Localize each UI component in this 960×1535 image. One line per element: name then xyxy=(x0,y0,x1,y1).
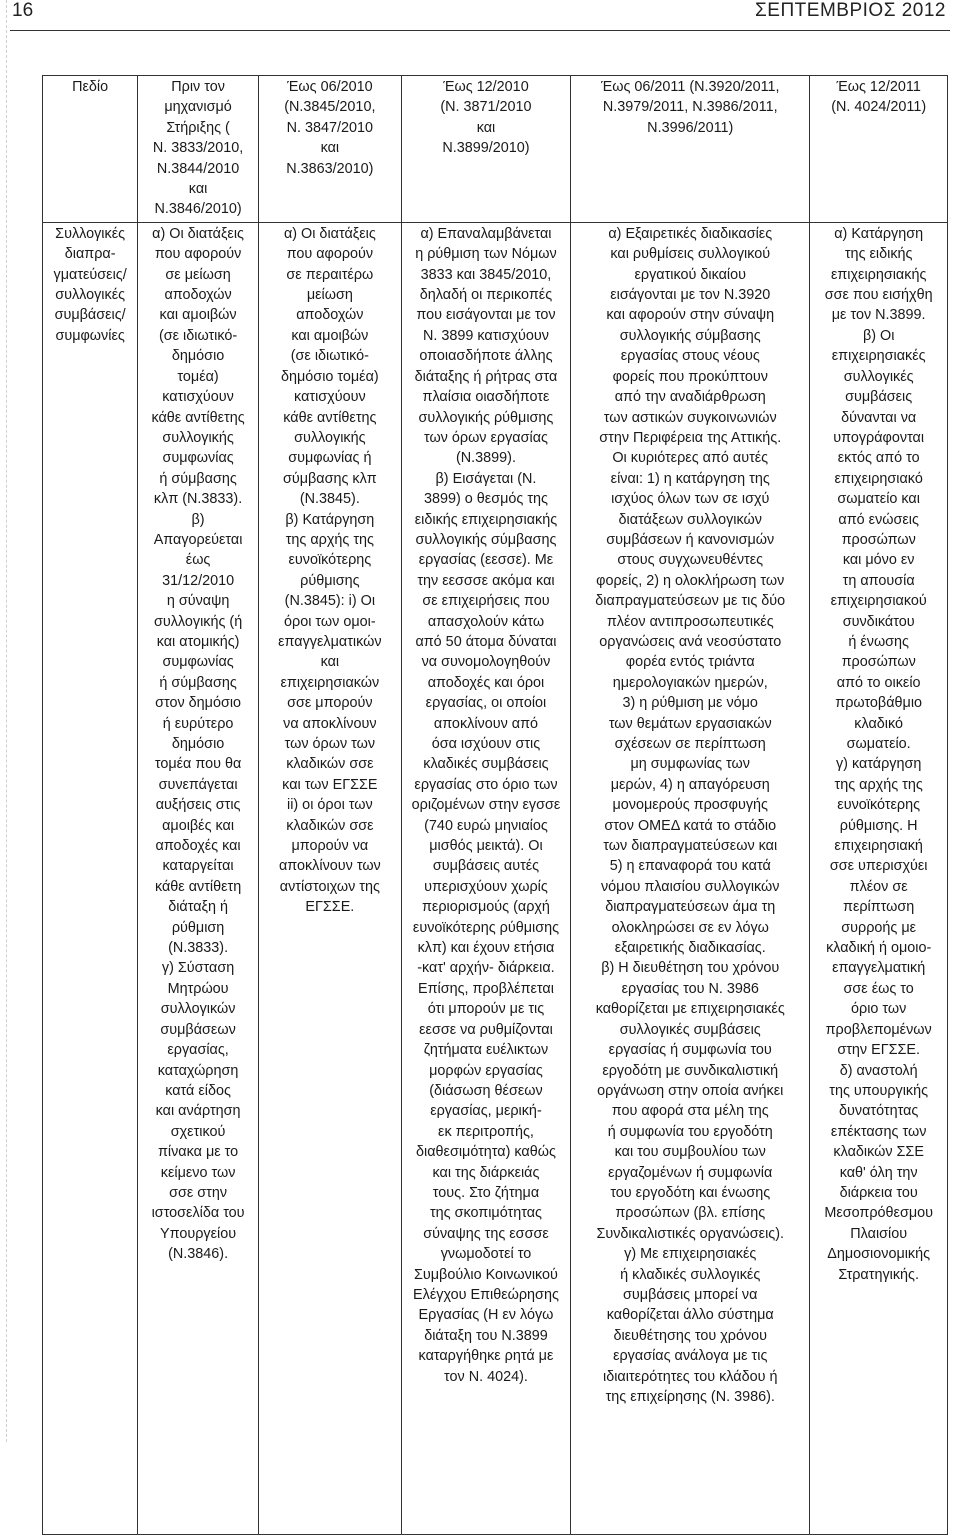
header-cell-before-mechanism: Πριν τον μηχανισμό Στήριξης ( Ν. 3833/2010, Ν.3844/2010 και Ν.3846/2010) xyxy=(138,76,259,223)
header-cell-until-06-2011: Έως 06/2011 (Ν.3920/2011, Ν.3979/2011, Ν.3986/2011, Ν.3996/2011) xyxy=(571,76,810,223)
page-margin-line xyxy=(6,0,7,1442)
page-number: 16 xyxy=(12,0,34,21)
table-header-row xyxy=(43,76,948,223)
header-cell-until-06-2010: Έως 06/2010 (Ν.3845/2010, Ν. 3847/2010 και Ν.3863/2010) xyxy=(258,76,401,223)
header-rule xyxy=(10,30,950,31)
legislation-comparison-table xyxy=(42,75,948,1535)
header-cell-field: Πεδίο xyxy=(43,76,138,223)
table-cell-field: Συλλογικές διαπρα- γματεύσεις/ συλλογικές συμβάσεις/ συμφωνίες xyxy=(43,222,138,1534)
header-cell-until-12-2011: Έως 12/2011 (Ν. 4024/2011) xyxy=(810,76,948,223)
table-cell-until-06-2010: α) Οι διατάξεις που αφορούν σε περαιτέρω μείωση αποδοχών και αμοιβών (σε ιδιωτικό- δημόσιο τομέα) κατισχύουν κάθε αντίθετης συλλογικής συμφωνίας ή σύμβασης κλπ (Ν.3845). β) Κατάργηση της αρχής της ευνοϊκότερης ρύθμισης (Ν.3845): i) Οι όροι των ομοι- επαγγελματικών και επιχειρησιακών σσε μπορούν να αποκλίνουν των όρων των κλαδικών σσε και των ΕΓΣΣΕ ii) οι όροι των κλαδικών σσε μπορούν να αποκλίνουν των αντίστοιχων της ΕΓΣΣΕ. xyxy=(258,222,401,1534)
page-header xyxy=(0,0,960,36)
header-cell-until-12-2010: Έως 12/2010 (Ν. 3871/2010 και Ν.3899/2010) xyxy=(401,76,570,223)
table-cell-until-12-2011: α) Κατάργηση της ειδικής επιχειρησιακής σσε που εισήχθη με τον Ν.3899. β) Οι επιχειρησιακές συλλογικές συμβάσεις δύνανται να υπογράφονται εκτός από το επιχειρησιακό σωματείο και από ενώσεις προσώπων και μόνο εν τη απουσία επιχειρησιακού συνδικάτου ή ένωσης προσώπων από το οικείο πρωτοβάθμιο κλαδικό σωματείο. γ) κατάργηση της αρχής της ευνοϊκότερης ρύθμισης. Η επιχειρησιακή σσε υπερισχύει πλέον σε περίπτωση συρροής με κλαδική ή ομοιο- επαγγελματική σσε έως το όριο των προβλεπομένων στην ΕΓΣΣΕ. δ) αναστολή της υπουργικής δυνατότητας επέκτασης των κλαδικών ΣΣΕ καθ' όλη την διάρκεια του Μεσοπρόθεσμου Πλαισίου Δημοσιονομικής Στρατηγικής. xyxy=(810,222,948,1534)
table-cell-before-mechanism: α) Οι διατάξεις που αφορούν σε μείωση αποδοχών και αμοιβών (σε ιδιωτικό- δημόσιο τομέα) κατισχύουν κάθε αντίθετης συλλογικής συμφωνίας ή σύμβασης κλπ (Ν.3833). β) Απαγορεύεται έως 31/12/2010 η σύναψη συλλογικής (ή και ατομικής) συμφωνίας ή σύμβασης στον δημόσιο ή ευρύτερο δημόσιο τομέα που θα συνεπάγεται αυξήσεις στις αμοιβές και αποδοχές και καταργείται κάθε αντίθετη διάταξη ή ρύθμιση (Ν.3833). γ) Σύσταση Μητρώου συλλογικών συμβάσεων εργασίας, καταχώρηση κατά είδος και ανάρτηση σχετικού πίνακα με το κείμενο των σσε στην ιστοσελίδα του Υπουργείου (Ν.3846). xyxy=(138,222,259,1534)
issue-date: ΣΕΠΤΕΜΒΡΙΟΣ 2012 xyxy=(755,0,946,21)
table-cell-until-12-2010: α) Επαναλαμβάνεται η ρύθμιση των Νόμων 3833 και 3845/2010, δηλαδή οι περικοπές που εισάγονται με τον Ν. 3899 κατισχύουν οποιασδήποτε άλλης διάταξης ή ρήτρας στα πλαίσια οιασδήποτε συλλογικής ρύθμισης των όρων εργασίας (Ν.3899). β) Εισάγεται (Ν. 3899) ο θεσμός της ειδικής επιχειρησιακής συλλογικής σύμβασης εργασίας (εεσσε). Με την εεσσσε ακόμα και σε επιχειρήσεις που απασχολούν κάτω από 50 άτομα δύναται να συνομολογηθούν αποδοχές και όροι εργασίας, οι οποίοι αποκλίνουν από όσα ισχύουν στις κλαδικές συμβάσεις εργασίας στο όριο των οριζομένων στην εγσσε (740 ευρώ μηνιαίος μισθός μεικτά). Οι συμβάσεις αυτές υπερισχύουν χωρίς περιορισμούς (αρχή ευνοϊκότερης ρύθμισης κλπ) και έχουν ετήσια -κατ' αρχήν- διάρκεια. Επίσης, προβλέπεται ότι μπορούν με τις εεσσε να ρυθμίζονται ζητήματα ευέλικτων μορφών εργασίας (διάσωση θέσεων εργασίας, μερική- εκ περιτροπής, διαθεσιμότητα) καθώς και της διάρκειάς τους. Στο ζήτημα της σκοπιμότητας σύναψης της εσσσε γνωμοδοτεί το Συμβούλιο Κοινωνικού Ελέγχου Επιθεώρησης Εργασίας (Η εν λόγω διάταξη του Ν.3899 καταργήθηκε ρητά με τον Ν. 4024). xyxy=(401,222,570,1534)
table-cell-until-06-2011: α) Εξαιρετικές διαδικασίες και ρυθμίσεις συλλογικού εργατικού δικαίου εισάγονται με τον Ν.3920 και αφορούν στην σύναψη συλλογικής σύμβασης εργασίας στους νέους φορείς που προκύπτουν από την αναδιάρθρωση των αστικών συγκοινωνιών στην Περιφέρεια της Αττικής. Οι κυριότερες από αυτές είναι: 1) η κατάργηση της ισχύος όλων των σε ισχύ διατάξεων συλλογικών συμβάσεων ή κανονισμών στους συγχωνευθέντες φορείς, 2) η ολοκλήρωση των διαπραγματεύσεων με τις δύο πλέον αντιπροσωπευτικές οργανώσεις ανά νεοσύστατο φορέα εντός τριάντα ημερολογιακών ημερών, 3) η ρύθμιση με νόμο των θεμάτων εργασιακών σχέσεων σε περίπτωση μη συμφωνίας των μερών, 4) η απαγόρευση μονομερούς προσφυγής στον ΟΜΕΔ κατά το στάδιο των διαπραγματεύσεων και 5) η επαναφορά του κατά νόμου πλαισίου συλλογικών διαπραγματεύσεων άμα τη ολοκληρώσει σε εν λόγω εξαιρετικής διαδικασίας. β) Η διευθέτηση του χρόνου εργασίας του Ν. 3986 καθορίζεται με επιχειρησιακές συλλογικές συμβάσεις εργασίας ή συμφωνία του εργοδότη με συνδικαλιστική οργάνωση στην οποία ανήκει που αφορά στα μέλη της ή συμφωνία του εργοδότη και του συμβουλίου των εργαζομένων ή συμφωνία του εργοδότη και ένωσης προσώπων (βλ. επίσης Συνδικαλιστικές οργανώσεις). γ) Με επιχειρησιακές ή κλαδικές συλλογικές συμβάσεις μπορεί να καθορίζεται άλλο σύστημα διευθέτησης του χρόνου εργασίας ανάλογα με τις ιδιαιτερότητες του κλάδου ή της επιχείρησης (Ν. 3986). xyxy=(571,222,810,1534)
table-row xyxy=(43,222,948,1534)
